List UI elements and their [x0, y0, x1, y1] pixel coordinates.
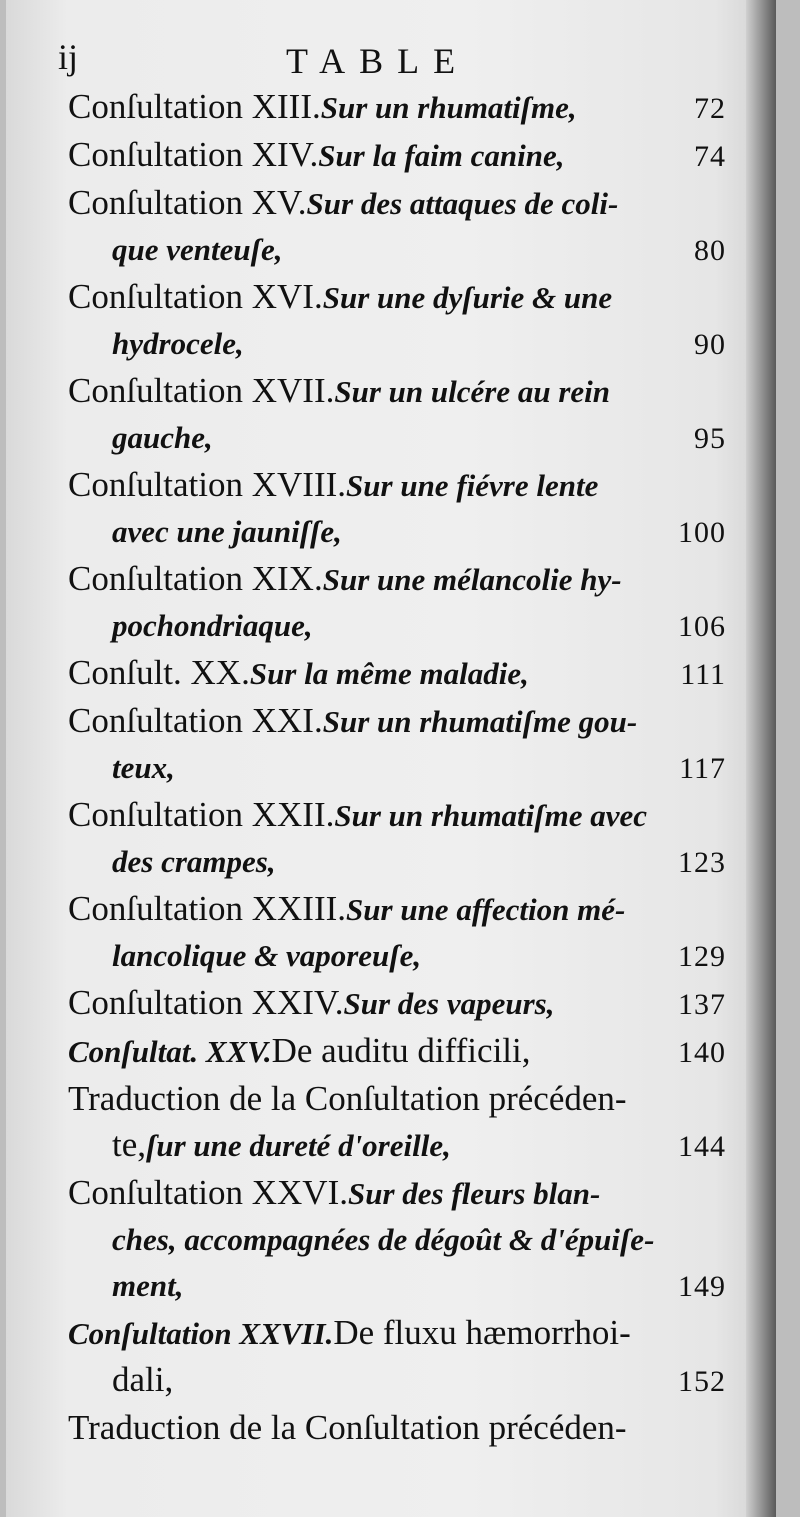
toc-entry-line	[68, 84, 726, 132]
entry-subject: des crampes,	[112, 844, 276, 879]
toc-entry-line	[68, 227, 726, 274]
toc-entry-line	[68, 1357, 726, 1405]
entry-subject: avec une jauniſſe,	[112, 514, 342, 549]
toc-entry	[68, 462, 726, 556]
page-number: 140	[678, 1036, 726, 1069]
toc-entry	[68, 274, 726, 368]
entry-subject: Sur un rhumatiſme,	[320, 90, 577, 125]
entry-subject: Sur une dyſurie & une	[322, 280, 613, 315]
entry-heading: Conſultation XXIV.	[68, 983, 344, 1022]
entry-subject: Sur un ulcére au rein	[334, 374, 611, 409]
toc-entry-line	[68, 1217, 726, 1263]
page-number: 123	[678, 846, 726, 879]
toc-entry	[68, 698, 726, 792]
toc-entry-line	[68, 1170, 726, 1217]
toc-entry	[68, 1170, 726, 1310]
toc-entry	[68, 1405, 726, 1451]
toc-entry	[68, 650, 726, 698]
toc-entry-line	[68, 980, 726, 1028]
entry-heading: Conſultation XXIII.	[68, 889, 347, 928]
entry-heading: Conſultation XXI.	[68, 701, 323, 740]
toc-entry	[68, 84, 726, 132]
entry-subject: Sur la faim canine,	[318, 138, 565, 173]
entry-subject: Sur la même maladie,	[249, 656, 529, 691]
toc-entry	[68, 180, 726, 274]
toc-entry-line	[68, 415, 726, 462]
entry-subject: ſur une dureté d'oreille,	[146, 1128, 451, 1163]
page-number: 137	[678, 988, 726, 1021]
table-of-contents	[68, 84, 726, 1451]
toc-entry	[68, 886, 726, 980]
page-edge-shadow	[746, 0, 776, 1517]
page-number: 117	[679, 752, 726, 785]
entry-subject: pochondriaque,	[112, 608, 313, 643]
page-number: 80	[694, 234, 726, 267]
toc-entry-line	[68, 1405, 726, 1451]
toc-entry-line	[68, 321, 726, 368]
entry-heading: De fluxu hæmorrhoi-	[333, 1313, 631, 1352]
book-page	[6, 0, 776, 1517]
toc-entry-line	[68, 1122, 726, 1170]
entry-subject: Sur un rhumatiſme avec	[334, 798, 648, 833]
toc-entry-line	[68, 1076, 726, 1122]
toc-entry	[68, 792, 726, 886]
toc-entry	[68, 368, 726, 462]
page-number: 74	[694, 140, 726, 173]
page-folio: ij	[58, 37, 79, 77]
toc-entry	[68, 1310, 726, 1405]
entry-subject: Sur une mélancolie hy-	[322, 562, 622, 597]
toc-entry-line	[68, 792, 726, 839]
toc-entry-line	[68, 462, 726, 509]
entry-subject: gauche,	[112, 420, 213, 455]
toc-entry	[68, 980, 726, 1028]
entry-subject: lancolique & vaporeuſe,	[112, 938, 422, 973]
page-number: 95	[694, 422, 726, 455]
entry-heading: Traduction de la Conſultation précéden-	[68, 1408, 627, 1447]
page-number: 72	[694, 92, 726, 125]
entry-subject: que venteuſe,	[112, 232, 283, 267]
entry-heading: dali,	[112, 1360, 174, 1399]
page-number: 129	[678, 940, 726, 973]
toc-entry-line	[68, 886, 726, 933]
toc-entry	[68, 1076, 726, 1170]
entry-subject: Sur des fleurs blan-	[347, 1176, 601, 1211]
page-number: 152	[678, 1365, 726, 1398]
entry-heading: Conſultation XXII.	[68, 795, 335, 834]
toc-entry-line	[68, 274, 726, 321]
toc-entry-line	[68, 698, 726, 745]
toc-entry-line	[68, 368, 726, 415]
entry-heading: Conſultation XVI.	[68, 277, 323, 316]
entry-subject: ment,	[112, 1268, 184, 1303]
entry-subject: Sur des vapeurs,	[343, 986, 555, 1021]
toc-entry-line	[68, 650, 726, 698]
entry-heading: Conſultation XVIII.	[68, 465, 347, 504]
entry-heading: Traduction de la Conſultation précéden-	[68, 1079, 627, 1118]
toc-entry-line	[68, 509, 726, 556]
entry-subject: Sur une affection mé-	[346, 892, 626, 927]
entry-subject: Sur une fiévre lente	[346, 468, 599, 503]
toc-entry-line	[68, 933, 726, 980]
entry-heading: Conſultation XV.	[68, 183, 307, 222]
toc-entry-line	[68, 603, 726, 650]
toc-entry-line	[68, 745, 726, 792]
entry-subject: Sur des attaques de coli-	[306, 186, 619, 221]
entry-heading: Conſultation XVII.	[68, 371, 335, 410]
page-number: 90	[694, 328, 726, 361]
entry-heading: Conſultation XXVI.	[68, 1173, 348, 1212]
toc-entry-line	[68, 839, 726, 886]
entry-subject: Conſultat. XXV.	[68, 1034, 272, 1069]
entry-subject: ches, accompagnées de dégoût & d'épuiſe-	[112, 1222, 655, 1257]
page-number: 100	[678, 516, 726, 549]
entry-heading: Conſultation XIV.	[68, 135, 319, 174]
toc-entry-line	[68, 1028, 726, 1076]
page-number: 106	[678, 610, 726, 643]
toc-entry-line	[68, 132, 726, 180]
toc-entry	[68, 1028, 726, 1076]
entry-subject: Conſultation XXVII.	[68, 1316, 334, 1351]
entry-heading: Conſult. XX.	[68, 653, 250, 692]
toc-entry	[68, 556, 726, 650]
running-title: TABLE	[286, 41, 470, 81]
entry-subject: hydrocele,	[112, 326, 244, 361]
toc-entry-line	[68, 1263, 726, 1310]
toc-entry	[68, 132, 726, 180]
entry-heading: Conſultation XIX.	[68, 559, 323, 598]
page-number: 111	[680, 658, 726, 691]
entry-heading: De auditu difficili,	[271, 1031, 531, 1070]
entry-subject: Sur un rhumatiſme gou-	[322, 704, 638, 739]
entry-subject: teux,	[112, 750, 175, 785]
page-number: 144	[678, 1130, 726, 1163]
toc-entry-line	[68, 180, 726, 227]
page-number: 149	[678, 1270, 726, 1303]
entry-heading: te,	[112, 1125, 147, 1164]
toc-entry-line	[68, 1310, 726, 1357]
toc-entry-line	[68, 556, 726, 603]
entry-heading: Conſultation XIII.	[68, 87, 321, 126]
